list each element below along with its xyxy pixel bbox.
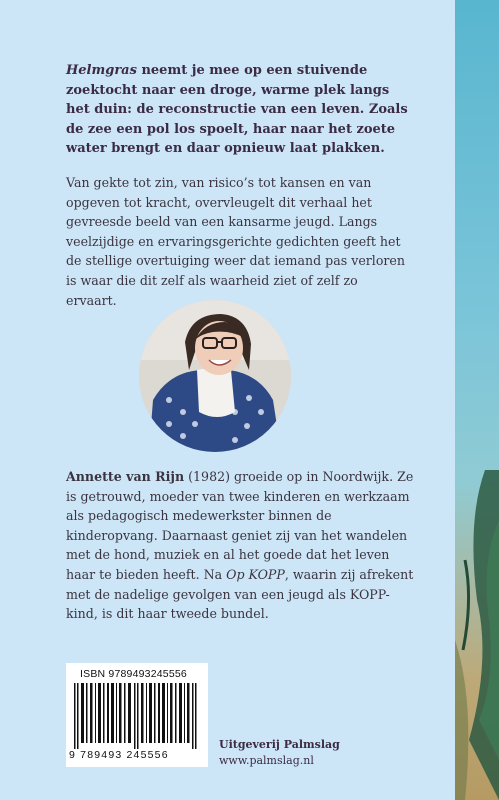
front-cover-edge [455, 0, 499, 800]
barcode-bars [72, 683, 202, 749]
cover-art-illustration [455, 0, 499, 800]
bio-text-1: (1982) groeide op in Noordwijk. Ze is getrouwd, moeder van twee kinderen en werkzaam als pedagogisch medewerkster binnen de kinderopvang. Daarnaast geniet zij van het wandelen met de hond, muziek en al het goede dat het leven haar te bieden heeft. Na [66, 469, 414, 582]
blurb-text: neemt je mee op een stuivende zoektocht naar een droge, warme plek langs het duin: de reconstructie van een leven. Zoals de zee een pol los spoelt, haar naar het zoete water brengt en daar opnieuw laat plakken. [66, 63, 408, 157]
author-bio [66, 467, 416, 624]
author-photo [139, 300, 291, 452]
description-paragraph: Van gekte tot zin, van risico’s tot kansen en van opgeven tot kracht, overvleugelt dit verhaal het gevreesde beeld van een kansarme jeugd. Langs veelzijdige en ervaringsgerichte gedichten geeft het de stellige overtuiging weer dat iemand pas verloren is waar die dit zelf als waarheid ziet of zelf zo ervaart. [66, 175, 405, 308]
isbn-label: ISBN 9789493245556 [80, 668, 187, 680]
book-title: Helmgras [66, 63, 137, 78]
publisher-name: Uitgeverij Palmslag [219, 738, 340, 751]
isbn-digits: 9 789493 245556 [69, 749, 169, 761]
publisher-website: www.palmslag.nl [219, 754, 314, 767]
barcode [66, 663, 208, 767]
author-portrait-image [139, 300, 291, 452]
bio-text-2: , waarin zij afrekent met de nadelige gevolgen van een jeugd als KOPP-kind, is dit haar tweede bundel. [66, 566, 414, 622]
blurb-paragraph [66, 61, 416, 159]
previous-book-title: Op KOPP [226, 566, 285, 582]
author-name: Annette van Rijn [66, 469, 185, 484]
